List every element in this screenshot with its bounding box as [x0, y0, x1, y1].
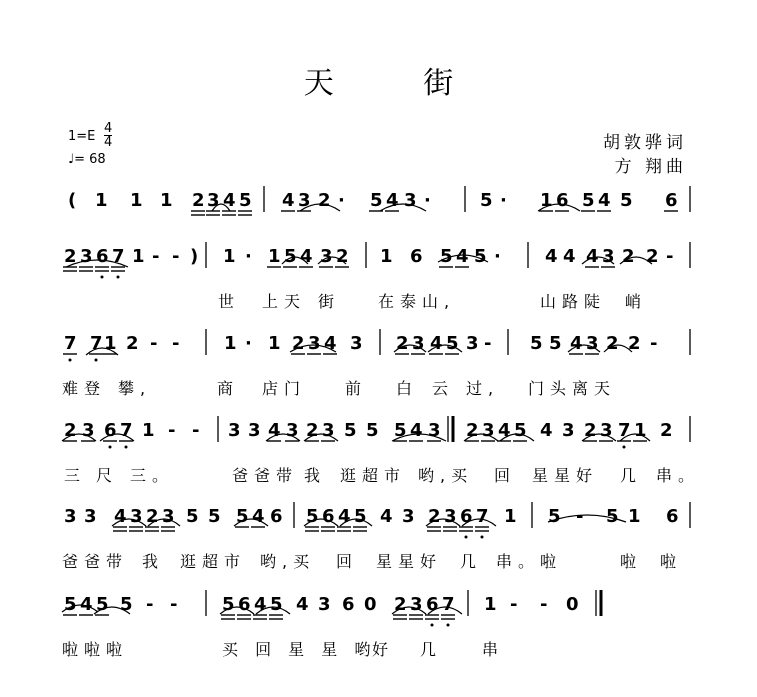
lyric: 逛超市	[180, 552, 247, 571]
note: 1	[268, 246, 281, 267]
note: 4	[300, 246, 313, 267]
note: 5	[549, 333, 562, 354]
note: 3	[402, 506, 415, 527]
time-sig-bottom: 4	[104, 135, 113, 150]
note: 3	[84, 506, 97, 527]
score-row	[68, 186, 690, 215]
note: 6	[104, 420, 117, 441]
note: 4	[498, 420, 511, 441]
note: 4	[540, 420, 553, 441]
note: 3	[428, 420, 441, 441]
lyric: 难登	[62, 379, 107, 398]
note: 3	[162, 506, 175, 527]
lyric: 我	[142, 552, 165, 571]
note: 6	[270, 506, 283, 527]
lyric: 白	[396, 379, 419, 398]
note: ·	[338, 190, 345, 211]
note: 3	[322, 420, 335, 441]
lyric: 星星好	[532, 466, 599, 485]
note: 3	[228, 420, 241, 441]
note: 5	[284, 246, 297, 267]
note: 5	[446, 333, 459, 354]
note: 3	[562, 420, 575, 441]
note: 5	[620, 190, 633, 211]
note: -	[152, 246, 160, 267]
note: 1	[268, 333, 281, 354]
note: -	[172, 246, 180, 267]
score-row	[62, 502, 690, 571]
note: 2	[396, 333, 409, 354]
low-octave-dot	[431, 624, 434, 627]
note: 4	[586, 246, 599, 267]
note: 4	[296, 594, 309, 615]
note: 3	[466, 333, 479, 354]
lyric: 回	[494, 466, 517, 485]
note: 5	[394, 420, 407, 441]
note: 2	[64, 420, 77, 441]
note: 1	[484, 594, 497, 615]
note: 2	[146, 506, 159, 527]
score-row	[62, 329, 690, 398]
note: 3	[350, 333, 363, 354]
note: 4	[570, 333, 583, 354]
lyric: 山路陡	[540, 292, 607, 311]
lyric: 逛超市	[340, 466, 407, 485]
note: 4	[268, 420, 281, 441]
quarter-note-icon: ♩	[68, 152, 75, 167]
note: 3	[248, 420, 261, 441]
lyricist-credit: 胡敦骅词	[603, 133, 687, 153]
note: 5	[186, 506, 199, 527]
note: 7	[618, 420, 631, 441]
note: 5	[222, 594, 235, 615]
note: 5	[239, 190, 252, 211]
note: 3	[482, 420, 495, 441]
lyric: 店门	[262, 379, 307, 398]
note: 2	[192, 190, 205, 211]
note: 5	[530, 333, 543, 354]
note: 5	[440, 246, 453, 267]
low-octave-dot	[447, 624, 450, 627]
note: 2	[64, 246, 77, 267]
lyric: 峭	[625, 292, 648, 311]
key-signature: 1=E	[68, 129, 96, 144]
lyric: 过,	[466, 379, 500, 398]
note: 7	[120, 420, 133, 441]
note: 7	[442, 594, 455, 615]
note: 5	[548, 506, 561, 527]
note: 3	[82, 420, 95, 441]
lyric: 啦啦啦	[62, 640, 129, 659]
note: 5	[270, 594, 283, 615]
score-row	[62, 590, 601, 659]
note: 3	[410, 594, 423, 615]
note: 2	[126, 333, 139, 354]
note: 4	[386, 190, 399, 211]
note: 1	[224, 333, 237, 354]
lyric: 回	[336, 552, 359, 571]
low-octave-dot	[623, 446, 626, 449]
note: -	[484, 333, 492, 354]
note: 2	[394, 594, 407, 615]
note: 5	[208, 506, 221, 527]
note: 1	[95, 190, 108, 211]
score-row	[63, 242, 690, 311]
note: ·	[245, 246, 252, 267]
note: 5	[236, 506, 249, 527]
note: 4	[324, 333, 337, 354]
lyric: 云	[432, 379, 455, 398]
note: 2	[336, 246, 349, 267]
note: ·	[500, 190, 507, 211]
note: -	[150, 333, 158, 354]
note: 6	[666, 506, 679, 527]
note: 2	[306, 420, 319, 441]
note: )	[190, 246, 199, 267]
lyric: 三	[64, 466, 87, 485]
low-octave-dot	[117, 276, 120, 279]
note: 1	[628, 506, 641, 527]
note: 3	[298, 190, 311, 211]
note: 3	[318, 594, 331, 615]
lyric: 我	[304, 466, 327, 485]
note: 3	[600, 420, 613, 441]
note: 2	[318, 190, 331, 211]
lyric: 串。	[656, 466, 701, 485]
note: 5	[606, 506, 619, 527]
composer-credit: 方 翔曲	[614, 157, 687, 177]
note: 3	[412, 333, 425, 354]
lyric: 好	[372, 640, 395, 659]
lyric: 尺	[96, 466, 119, 485]
note: 4	[114, 506, 127, 527]
note: 3	[320, 246, 333, 267]
note: -	[170, 594, 178, 615]
note: 2	[646, 246, 659, 267]
score-row	[63, 416, 700, 485]
note: 1	[504, 506, 517, 527]
note: 4	[545, 246, 558, 267]
lyric: 啦	[620, 552, 643, 571]
lyric: 门头离天	[528, 379, 617, 398]
low-octave-dot	[125, 446, 128, 449]
low-octave-dot	[109, 446, 112, 449]
note: 5	[370, 190, 383, 211]
note: 5	[120, 594, 133, 615]
note: -	[540, 594, 548, 615]
note: -	[146, 594, 154, 615]
note: 4	[223, 190, 236, 211]
lyric: 几	[460, 552, 483, 571]
lyric: 几	[620, 466, 643, 485]
lyric: 攀,	[118, 379, 152, 398]
lyric: 哟,买	[260, 552, 316, 571]
note: 3	[308, 333, 321, 354]
note: 3	[404, 190, 417, 211]
note: 6	[460, 506, 473, 527]
note: 4	[338, 506, 351, 527]
low-octave-dot	[465, 536, 468, 539]
note: 3	[64, 506, 77, 527]
note: 5	[366, 420, 379, 441]
note: 5	[354, 506, 367, 527]
lyric: 串。啦	[496, 552, 563, 571]
lyric: 几	[420, 640, 443, 659]
low-octave-dot	[69, 359, 72, 362]
note: 5	[474, 246, 487, 267]
note: 5	[64, 594, 77, 615]
note: 6	[342, 594, 355, 615]
note: 6	[96, 246, 109, 267]
note: 4	[598, 190, 611, 211]
note: ·	[494, 246, 501, 267]
note: 5	[306, 506, 319, 527]
note: 4	[410, 420, 423, 441]
note: -	[168, 420, 176, 441]
note: -	[172, 333, 180, 354]
lyric: 爸爸带	[232, 466, 299, 485]
song-title: 天 街	[303, 66, 494, 101]
note: 1	[634, 420, 647, 441]
note: 3	[444, 506, 457, 527]
note: 0	[364, 594, 377, 615]
lyric: 在泰山,	[378, 292, 456, 311]
lyric: 前	[345, 379, 368, 398]
note: 1	[160, 190, 173, 211]
note: 2	[584, 420, 597, 441]
note: 5	[96, 594, 109, 615]
note: 6	[322, 506, 335, 527]
note: 4	[80, 594, 93, 615]
note: 3	[80, 246, 93, 267]
note: 7	[112, 246, 125, 267]
lyric: 买 回 星 星 哟	[222, 640, 377, 659]
lyric: 啦	[660, 552, 683, 571]
note: 5	[514, 420, 527, 441]
lyric: 爸爸带	[62, 552, 129, 571]
note: 1	[540, 190, 553, 211]
note: 6	[238, 594, 251, 615]
note: 2	[606, 333, 619, 354]
note: 5	[344, 420, 357, 441]
low-octave-dot	[101, 276, 104, 279]
note: 3	[586, 333, 599, 354]
note: 3	[286, 420, 299, 441]
tempo-value: = 68	[74, 152, 106, 167]
note: 6	[426, 594, 439, 615]
note: 4	[282, 190, 295, 211]
note: 3	[602, 246, 615, 267]
lyric: 三。	[130, 466, 175, 485]
note: 6	[410, 246, 423, 267]
lyric: 上天	[262, 292, 307, 311]
note: 4	[563, 246, 576, 267]
lyric: 串	[482, 640, 505, 659]
note: 2	[660, 420, 673, 441]
note: 2	[622, 246, 635, 267]
note: (	[68, 190, 77, 211]
note: 1	[132, 246, 145, 267]
note: -	[650, 333, 658, 354]
note: 3	[130, 506, 143, 527]
note: 1	[130, 190, 143, 211]
note: 4	[380, 506, 393, 527]
note: 2	[292, 333, 305, 354]
note: 6	[665, 190, 678, 211]
lyric: 街	[318, 292, 341, 311]
note: ·	[245, 333, 252, 354]
note: 7	[476, 506, 489, 527]
lyric: 世	[218, 292, 241, 311]
lyric: 哟,买	[418, 466, 474, 485]
note: -	[666, 246, 674, 267]
note: ·	[424, 190, 431, 211]
lyric: 星星好	[376, 552, 443, 571]
time-sig-top: 4	[104, 121, 113, 136]
note: -	[576, 506, 584, 527]
note: 6	[556, 190, 569, 211]
note: 3	[207, 190, 220, 211]
note: 2	[428, 506, 441, 527]
note: 7	[64, 333, 77, 354]
note: 2	[628, 333, 641, 354]
note: 1	[142, 420, 155, 441]
note: 7	[90, 333, 103, 354]
note: 0	[566, 594, 579, 615]
lyric: 商	[217, 379, 240, 398]
note: 1	[223, 246, 236, 267]
note: 5	[582, 190, 595, 211]
note: 4	[254, 594, 267, 615]
note: 4	[456, 246, 469, 267]
note: 1	[104, 333, 117, 354]
note: 4	[430, 333, 443, 354]
low-octave-dot	[481, 536, 484, 539]
note: 1	[380, 246, 393, 267]
low-octave-dot	[95, 359, 98, 362]
note: -	[510, 594, 518, 615]
note: 5	[480, 190, 493, 211]
note: 2	[466, 420, 479, 441]
note: 4	[252, 506, 265, 527]
note: -	[192, 420, 200, 441]
